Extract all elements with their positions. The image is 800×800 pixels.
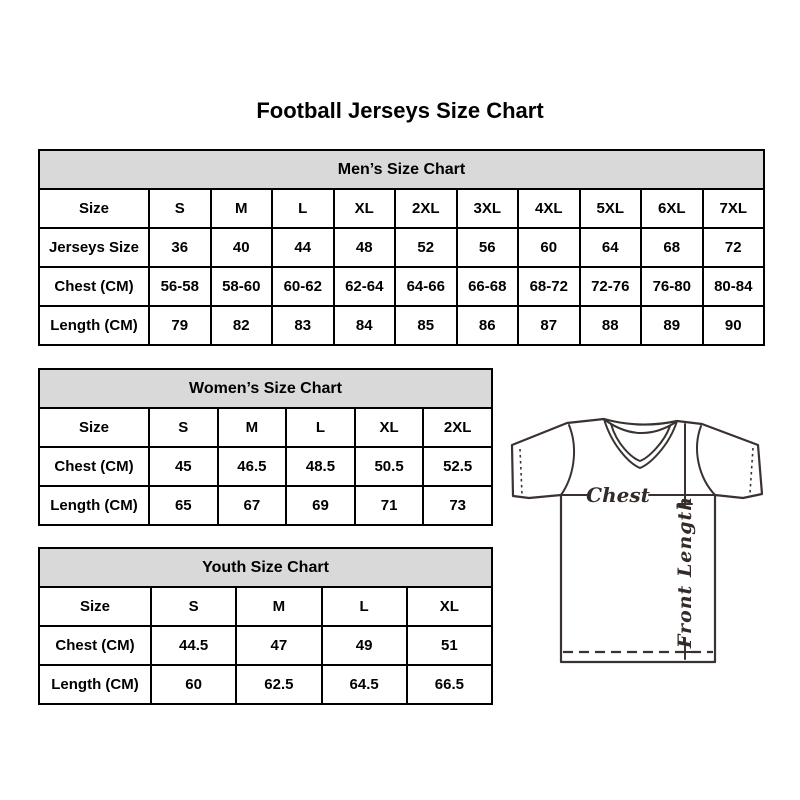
table-cell: 60-62 bbox=[272, 267, 334, 306]
table-cell: L bbox=[286, 408, 355, 447]
table-cell: 56-58 bbox=[149, 267, 211, 306]
table-row bbox=[39, 306, 764, 345]
table-cell: 68 bbox=[641, 228, 703, 267]
table-cell: 5XL bbox=[580, 189, 642, 228]
table-cell: S bbox=[149, 408, 218, 447]
table-header-row bbox=[39, 150, 764, 189]
table-header-row bbox=[39, 548, 492, 587]
table-row bbox=[39, 267, 764, 306]
row-label: Length (CM) bbox=[39, 665, 151, 704]
page-title: Football Jerseys Size Chart bbox=[256, 98, 544, 123]
table-cell: M bbox=[211, 189, 273, 228]
table-cell: S bbox=[151, 587, 236, 626]
table-row bbox=[39, 665, 492, 704]
table-cell: M bbox=[218, 408, 287, 447]
table-cell: 47 bbox=[236, 626, 321, 665]
table-cell: 60 bbox=[151, 665, 236, 704]
table-cell: S bbox=[149, 189, 211, 228]
table-cell: L bbox=[272, 189, 334, 228]
womens-size-table bbox=[38, 368, 493, 526]
table-cell: 67 bbox=[218, 486, 287, 525]
table-cell: 2XL bbox=[423, 408, 492, 447]
table-cell: 62-64 bbox=[334, 267, 396, 306]
table-cell: 51 bbox=[407, 626, 492, 665]
table-cell: 64-66 bbox=[395, 267, 457, 306]
table-cell: 40 bbox=[211, 228, 273, 267]
table-title: Men’s Size Chart bbox=[39, 150, 764, 189]
table-cell: 83 bbox=[272, 306, 334, 345]
table-cell: 4XL bbox=[518, 189, 580, 228]
table-row bbox=[39, 626, 492, 665]
table-cell: 52.5 bbox=[423, 447, 492, 486]
table-cell: 60 bbox=[518, 228, 580, 267]
chest-label: Chest bbox=[586, 483, 650, 507]
table-cell: 6XL bbox=[641, 189, 703, 228]
table-cell: 65 bbox=[149, 486, 218, 525]
table-cell: 49 bbox=[322, 626, 407, 665]
table-cell: 2XL bbox=[395, 189, 457, 228]
table-cell: XL bbox=[407, 587, 492, 626]
table-row bbox=[39, 228, 764, 267]
table-cell: 66-68 bbox=[457, 267, 519, 306]
table-cell: 84 bbox=[334, 306, 396, 345]
table-cell: 87 bbox=[518, 306, 580, 345]
row-label: Size bbox=[39, 189, 149, 228]
jersey-measurement-diagram bbox=[503, 398, 767, 666]
table-cell: XL bbox=[334, 189, 396, 228]
table-cell: 58-60 bbox=[211, 267, 273, 306]
table-cell: 76-80 bbox=[641, 267, 703, 306]
table-cell: 80-84 bbox=[703, 267, 765, 306]
table-row bbox=[39, 189, 764, 228]
table-cell: 82 bbox=[211, 306, 273, 345]
row-label: Length (CM) bbox=[39, 306, 149, 345]
row-label: Jerseys Size bbox=[39, 228, 149, 267]
table-cell: 64.5 bbox=[322, 665, 407, 704]
table-cell: 3XL bbox=[457, 189, 519, 228]
table-cell: 44 bbox=[272, 228, 334, 267]
table-header-row bbox=[39, 369, 492, 408]
table-row bbox=[39, 587, 492, 626]
table-cell: 88 bbox=[580, 306, 642, 345]
table-cell: 50.5 bbox=[355, 447, 424, 486]
front-length-label: Front Length bbox=[674, 495, 696, 649]
table-cell: XL bbox=[355, 408, 424, 447]
row-label: Chest (CM) bbox=[39, 626, 151, 665]
table-cell: 46.5 bbox=[218, 447, 287, 486]
table-cell: 79 bbox=[149, 306, 211, 345]
table-cell: 48.5 bbox=[286, 447, 355, 486]
table-cell: 85 bbox=[395, 306, 457, 345]
table-row bbox=[39, 447, 492, 486]
row-label: Size bbox=[39, 408, 149, 447]
table-cell: 73 bbox=[423, 486, 492, 525]
table-cell: 62.5 bbox=[236, 665, 321, 704]
table-cell: 45 bbox=[149, 447, 218, 486]
table-cell: 72-76 bbox=[580, 267, 642, 306]
jersey-outline bbox=[512, 419, 762, 662]
table-cell: 68-72 bbox=[518, 267, 580, 306]
table-cell: 64 bbox=[580, 228, 642, 267]
row-label: Length (CM) bbox=[39, 486, 149, 525]
table-cell: 90 bbox=[703, 306, 765, 345]
table-cell: 48 bbox=[334, 228, 396, 267]
row-label: Chest (CM) bbox=[39, 267, 149, 306]
table-cell: 89 bbox=[641, 306, 703, 345]
table-cell: 69 bbox=[286, 486, 355, 525]
row-label: Chest (CM) bbox=[39, 447, 149, 486]
table-title: Youth Size Chart bbox=[39, 548, 492, 587]
table-cell: L bbox=[322, 587, 407, 626]
table-title: Women’s Size Chart bbox=[39, 369, 492, 408]
table-row bbox=[39, 408, 492, 447]
table-cell: 72 bbox=[703, 228, 765, 267]
youth-size-table bbox=[38, 547, 493, 705]
table-cell: 86 bbox=[457, 306, 519, 345]
table-cell: 71 bbox=[355, 486, 424, 525]
table-cell: 36 bbox=[149, 228, 211, 267]
mens-size-table bbox=[38, 149, 765, 346]
table-row bbox=[39, 486, 492, 525]
table-cell: 44.5 bbox=[151, 626, 236, 665]
row-label: Size bbox=[39, 587, 151, 626]
table-cell: 52 bbox=[395, 228, 457, 267]
table-cell: 56 bbox=[457, 228, 519, 267]
table-cell: 7XL bbox=[703, 189, 765, 228]
jersey-diagram-svg bbox=[503, 398, 767, 666]
table-cell: M bbox=[236, 587, 321, 626]
table-cell: 66.5 bbox=[407, 665, 492, 704]
